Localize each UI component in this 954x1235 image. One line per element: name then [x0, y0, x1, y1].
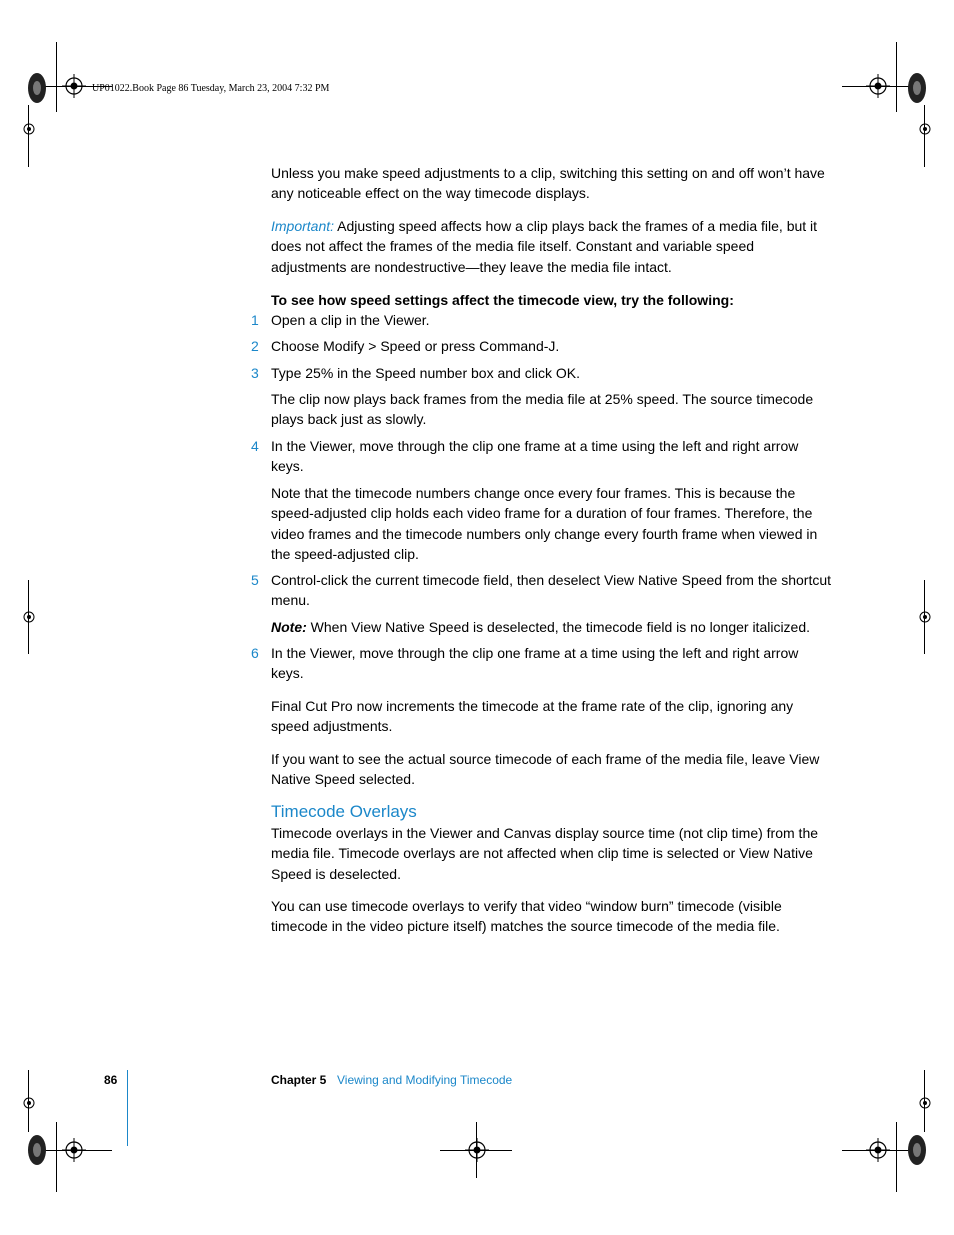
step-text: Type 25% in the Speed number box and click OK. [271, 365, 580, 381]
step-number: 6 [251, 645, 259, 661]
step4-note: Note that the timecode numbers change once every four frames. This is because the speed-adjusted clip holds each video frame for a duration of four frames. Therefore, the video frames and the timecode numbers only change every fourth frame when viewed in the speed-adjusted clip. [271, 485, 818, 562]
overlay-paragraph-1: Timecode overlays in the Viewer and Canvas display source time (not clip time) from the media file. Timecode overlays are not affected when clip time is selected or View Native Speed is deselected. [271, 825, 819, 882]
step-text: In the Viewer, move through the clip one frame at a time using the left and right arrow keys. [271, 645, 799, 682]
overlay-paragraph-2: You can use timecode overlays to verify that video “window burn” timecode (visible timecode in the video picture itself) matches the source timecode of the media file. [271, 898, 782, 935]
step5-note [271, 617, 831, 637]
chapter-label: Chapter 5 [271, 1073, 327, 1087]
chapter-title: Viewing and Modifying Timecode [337, 1073, 513, 1087]
intro-paragraph: Unless you make speed adjustments to a clip, switching this setting on and off won’t have any noticeable effect on the way timecode displays. [271, 165, 825, 202]
side-target-icon [22, 1096, 36, 1110]
important-text: Adjusting speed affects how a clip plays back the frames of a media file, but it does not affect the frames of the media file itself. Constant and variable speed adjustments are nondestructive—they leave the media file intact. [271, 218, 818, 275]
print-slug: UP01022.Book Page 86 Tuesday, March 23, 2004 7:32 PM [92, 83, 330, 94]
step-number: 2 [251, 338, 259, 354]
registration-target-icon [866, 1138, 890, 1162]
footer-rule [127, 1070, 128, 1146]
side-target-icon [22, 610, 36, 624]
registration-target-icon [866, 74, 890, 98]
registration-target-icon [465, 1138, 489, 1162]
step-number: 4 [251, 438, 259, 454]
task-heading: To see how speed settings affect the timecode view, try the following: [271, 292, 734, 308]
page-number: 86 [104, 1073, 118, 1087]
side-target-icon [918, 610, 932, 624]
registration-target-icon [62, 1138, 86, 1162]
side-target-icon [22, 122, 36, 136]
step-text: In the Viewer, move through the clip one frame at a time using the left and right arrow keys. [271, 438, 799, 475]
starburst-mark-icon [27, 72, 47, 104]
note-label: Note: [271, 619, 307, 635]
section-heading: Timecode Overlays [271, 802, 417, 821]
step-number: 3 [251, 365, 259, 381]
step3-note: The clip now plays back frames from the media file at 25% speed. The source timecode plays back just as slowly. [271, 391, 814, 428]
source-paragraph: If you want to see the actual source timecode of each frame of the media file, leave View Native Speed selected. [271, 751, 820, 788]
final-paragraph: Final Cut Pro now increments the timecode at the frame rate of the clip, ignoring any speed adjustments. [271, 698, 794, 735]
starburst-mark-icon [27, 1134, 47, 1166]
step-text: Open a clip in the Viewer. [271, 312, 430, 328]
note-text: When View Native Speed is deselected, the timecode field is no longer italicized. [310, 619, 811, 635]
side-target-icon [918, 122, 932, 136]
side-target-icon [918, 1096, 932, 1110]
starburst-mark-icon [907, 1134, 927, 1166]
registration-target-icon [62, 74, 86, 98]
important-paragraph [271, 216, 831, 277]
step-text: Choose Modify > Speed or press Command-J. [271, 338, 560, 354]
step-number: 1 [251, 312, 259, 328]
step-number: 5 [251, 572, 259, 588]
important-label: Important: [271, 218, 335, 234]
starburst-mark-icon [907, 72, 927, 104]
step-text: Control-click the current timecode field, then deselect View Native Speed from the shortcut menu. [271, 572, 832, 609]
